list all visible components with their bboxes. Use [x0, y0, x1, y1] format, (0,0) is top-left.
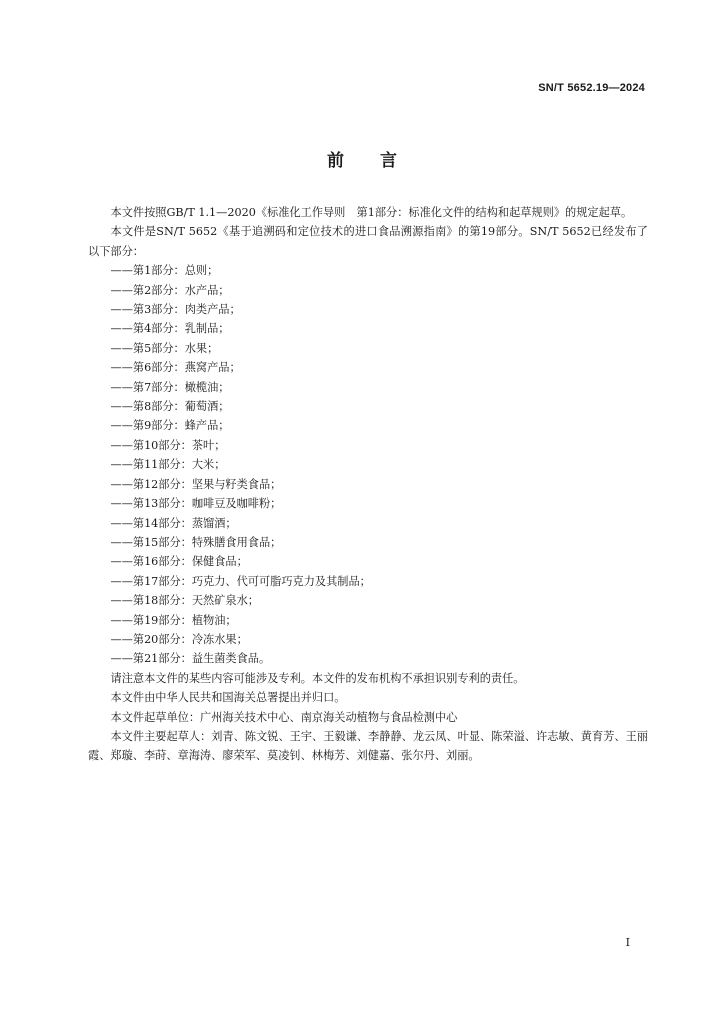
list-item: ——第19部分：植物油； [110, 613, 237, 627]
paragraph-patent-notice: 请注意本文件的某些内容可能涉及专利。本文件的发布机构不承担识别专利的责任。 [110, 671, 525, 685]
paragraph-drafting-units: 本文件起草单位：广州海关技术中心、南京海关动植物与食品检测中心 [110, 710, 458, 724]
list-item: ——第5部分：水果； [110, 341, 219, 355]
list-item: ——第6部分：燕窝产品； [110, 361, 241, 375]
list-item: ——第8部分：葡萄酒； [110, 400, 230, 414]
title-char-2: 言 [380, 151, 397, 171]
list-item: ——第12部分：坚果与籽类食品； [110, 477, 282, 491]
list-item: ——第7部分：橄榄油； [110, 380, 230, 394]
parts-list [88, 261, 648, 669]
list-item: ——第15部分：特殊膳食用食品； [110, 535, 282, 549]
foreword-body [88, 203, 648, 766]
list-item: ——第17部分：巧克力、代可可脂巧克力及其制品； [110, 574, 371, 588]
list-item: ——第2部分：水产品； [110, 283, 230, 297]
page-title [0, 146, 724, 171]
list-item: ——第13部分：咖啡豆及咖啡粉； [110, 497, 282, 511]
list-item: ——第16部分：保健食品； [110, 555, 248, 569]
list-item: ——第11部分：大米； [110, 458, 226, 472]
list-item: ——第3部分：肉类产品； [110, 303, 241, 317]
list-item: ——第14部分：蒸馏酒； [110, 516, 237, 530]
list-item: ——第10部分：茶叶； [110, 438, 226, 452]
paragraph-drafters: 本文件主要起草人：刘青、陈文锐、王宇、王毅谦、李静静、龙云凤、叶显、陈荣溢、许志敏、黄育芳、王丽霞、郑璇、李莳、章海涛、廖荣军、莫凌钊、林梅芳、刘健嘉、张尔丹、刘丽。 [88, 729, 648, 763]
paragraph-series-intro: 本文件是SN/T 5652《基于追溯码和定位技术的进口食品溯源指南》的第19部分。SN/T 5652已经发布了以下部分： [88, 225, 648, 258]
paragraph-proposer: 本文件由中华人民共和国海关总署提出并归口。 [110, 691, 346, 705]
document-code: SN/T 5652.19—2024 [538, 82, 645, 94]
list-item: ——第20部分：冷冻水果； [110, 632, 248, 646]
list-item: ——第21部分：益生菌类食品。 [110, 652, 271, 666]
list-item: ——第4部分：乳制品； [110, 322, 230, 336]
list-item: ——第18部分：天然矿泉水； [110, 594, 259, 608]
list-item: ——第9部分：蜂产品； [110, 419, 230, 433]
title-char-1: 前 [327, 151, 344, 171]
page-number: I [625, 936, 630, 949]
paragraph-drafting-rule: 本文件按照GB/T 1.1—2020《标准化工作导则 第1部分：标准化文件的结构和起草规则》的规定起草。 [110, 206, 633, 219]
list-item: ——第1部分：总则； [110, 264, 219, 278]
